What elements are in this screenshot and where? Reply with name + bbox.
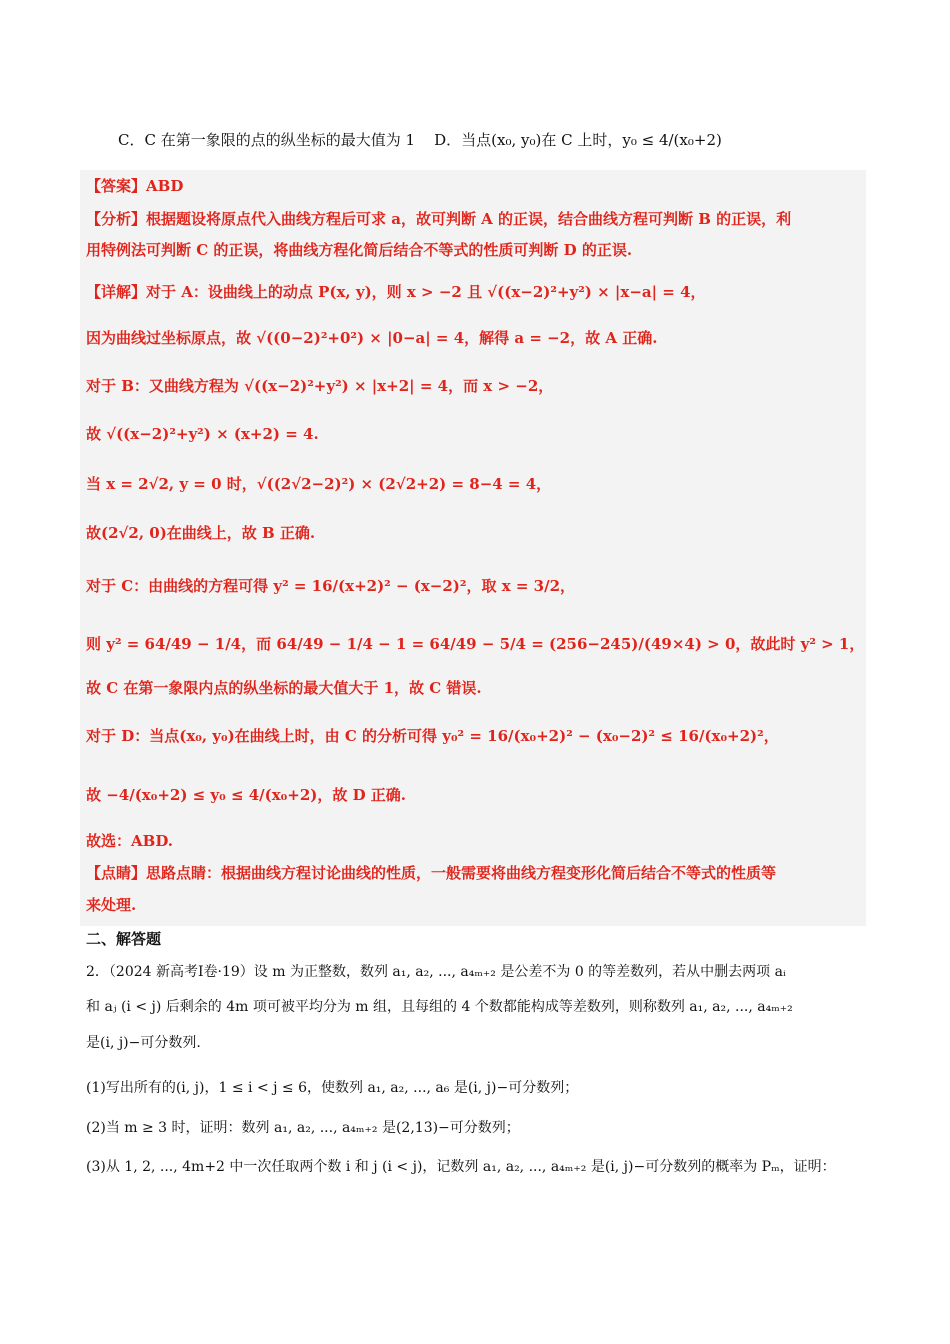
answer-line: 【答案】ABD	[86, 177, 184, 195]
question-2-line-3: 是(i, j)−可分数列.	[86, 1035, 201, 1051]
question-2-line-2: 和 aⱼ (i < j) 后剩余的 4m 项可被平均分为 m 组，且每组的 4 个数都能构成等差数列，则称数列 a₁, a₂, ..., a₄ₘ₊₂	[86, 999, 793, 1015]
detail-c-line-2: 则 y² = 64/49 − 1/4，而 64/49 − 1/4 − 1 = 64/49 − 5/4 = (256−245)/(49×4) > 0，故此时 y² > 1，	[86, 635, 865, 653]
question-2-part-1: (1)写出所有的(i, j)，1 ≤ i < j ≤ 6，使数列 a₁, a₂, ..., a₆ 是(i, j)−可分数列；	[86, 1080, 579, 1096]
detail-b-line-4: 故(2√2, 0)在曲线上，故 B 正确.	[86, 524, 316, 542]
option-c-d	[118, 130, 722, 150]
question-2-line-1: 2．（2024 新高考Ⅰ卷·19）设 m 为正整数，数列 a₁, a₂, ..., a₄ₘ₊₂ 是公差不为 0 的等差数列，若从中删去两项 aᵢ	[86, 964, 786, 980]
choose-line: 故选：ABD.	[86, 832, 174, 850]
comment-line-1: 【点睛】思路点睛：根据曲线方程讨论曲线的性质，一般需要将曲线方程变形化简后结合不等式的性质等	[86, 864, 777, 882]
option-d: D．当点(x₀, y₀)在 C 上时，y₀ ≤ 4/(x₀+2)	[434, 131, 722, 149]
detail-a-line-1: 【详解】对于 A：设曲线上的动点 P(x, y)，则 x > −2 且 √((x−2)²+y²) × |x−a| = 4，	[86, 283, 706, 301]
detail-b-line-3: 当 x = 2√2, y = 0 时，√((2√2−2)²) × (2√2+2) = 8−4 = 4，	[86, 475, 552, 493]
detail-c-line-1: 对于 C：由曲线的方程可得 y² = 16/(x+2)² − (x−2)²，取 x = 3/2，	[86, 577, 576, 595]
detail-d-line-2: 故 −4/(x₀+2) ≤ y₀ ≤ 4/(x₀+2)，故 D 正确.	[86, 786, 407, 804]
analysis-line-1: 【分析】根据题设将原点代入曲线方程后可求 a，故可判断 A 的正误，结合曲线方程可判断 B 的正误，利	[86, 210, 792, 228]
question-2-part-2: (2)当 m ≥ 3 时，证明：数列 a₁, a₂, ..., a₄ₘ₊₂ 是(2,13)−可分数列；	[86, 1120, 520, 1136]
detail-d-line-1: 对于 D：当点(x₀, y₀)在曲线上时，由 C 的分析可得 y₀² = 16/(x₀+2)² − (x₀−2)² ≤ 16/(x₀+2)²，	[86, 727, 779, 745]
detail-b-line-2: 故 √((x−2)²+y²) × (x+2) = 4.	[86, 425, 319, 443]
analysis-line-2: 用特例法可判断 C 的正误，将曲线方程化简后结合不等式的性质可判断 D 的正误.	[86, 241, 633, 259]
detail-c-line-3: 故 C 在第一象限内点的纵坐标的最大值大于 1，故 C 错误.	[86, 679, 482, 697]
option-c: C．C 在第一象限的点的纵坐标的最大值为 1	[118, 131, 416, 149]
detail-b-line-1: 对于 B：又曲线方程为 √((x−2)²+y²) × |x+2| = 4，而 x > −2，	[86, 377, 554, 395]
section-title: 二、解答题	[86, 930, 162, 948]
detail-a-line-2: 因为曲线过坐标原点，故 √((0−2)²+0²) × |0−a| = 4，解得 a = −2，故 A 正确.	[86, 329, 658, 347]
comment-line-2: 来处理.	[86, 896, 137, 914]
question-2-part-3: (3)从 1, 2, ..., 4m+2 中一次任取两个数 i 和 j (i < j)，记数列 a₁, a₂, ..., a₄ₘ₊₂ 是(i, j)−可分数列的概率为 Pₘ，证明：	[86, 1159, 836, 1175]
